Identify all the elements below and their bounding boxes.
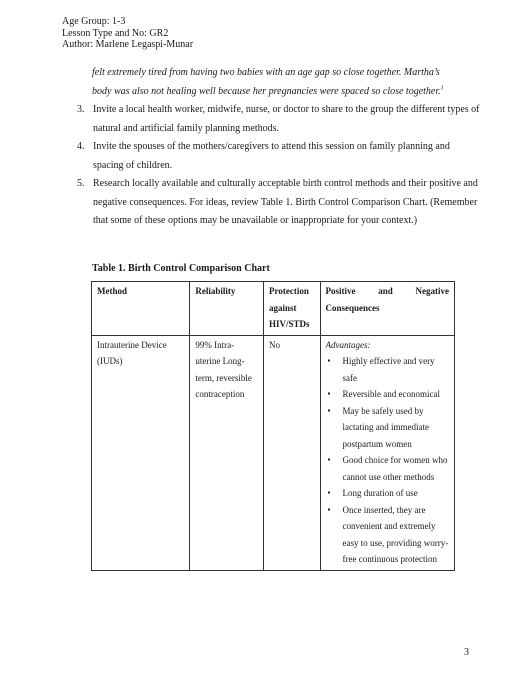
table-row (92, 335, 455, 570)
footnote-marker: 1 (440, 85, 444, 92)
header-consequences-word: and (378, 286, 393, 296)
list-number: 4. (77, 141, 85, 152)
lesson-type: Lesson Type and No: GR2 (62, 27, 169, 39)
header-consequences-word: Negative (415, 286, 449, 296)
page-number: 3 (464, 647, 469, 658)
list-text: Invite a local health worker, midwife, nurse, or doctor to share to the group the different types of natural and artificial family planning methods. (93, 104, 480, 134)
advantages-label: Advantages: (325, 339, 371, 350)
cell-method: Intrauterine Device (IUDs) (92, 335, 190, 570)
advantages-list (326, 353, 449, 568)
header-method: Method (92, 282, 190, 336)
list-item: ▪ Once inserted, they are convenient and extremely easy to use, providing worry-free continuous protection (326, 502, 449, 568)
list-number: 5. (77, 178, 85, 189)
list-item (77, 175, 482, 231)
list-text: Research locally available and culturally acceptable birth control methods and their positive and negative consequences. For ideas, review Table 1. Birth Control Comparison Chart. (Remember that some of these options may be unavailable or inappropriate for your context.) (93, 178, 478, 226)
birth-control-table (91, 281, 455, 571)
list-number: 3. (77, 104, 85, 115)
cell-consequences (320, 335, 454, 570)
list-text: Invite the spouses of the mothers/caregivers to attend this session on family planning and spacing of children. (93, 141, 450, 171)
cell-reliability: 99% Intra-uterine Long-term, reversible contraception (190, 335, 264, 570)
page-header (62, 16, 193, 51)
table-title: Table 1. Birth Control Comparison Chart (92, 263, 270, 274)
header-protection: Protection against HIV/STDs (264, 282, 320, 336)
list-item: ▪ Reversible and economical (326, 386, 449, 403)
list-item: ▪ May be safely used by lactating and immediate postpartum women (326, 403, 449, 453)
cell-protection: No (264, 335, 320, 570)
header-consequences-word: Positive (325, 286, 356, 296)
continued-line-1: felt extremely tired from having two babies with an age gap so close together. Martha’s (92, 67, 440, 78)
author: Author: Marlene Legaspi-Munar (62, 39, 194, 50)
list-item (77, 101, 482, 138)
list-item: ▪ Highly effective and very safe (326, 353, 449, 386)
age-group: Age Group: 1-3 (62, 16, 126, 27)
list-item (77, 138, 482, 175)
continued-line-2: body was also not healing well because her pregnancies were spaced so close together. (92, 85, 441, 97)
header-reliability: Reliability (190, 282, 264, 336)
header-consequences (320, 282, 454, 336)
table-header-row (92, 282, 455, 336)
header-consequences-word: Consequences (325, 302, 380, 313)
list-item: ▪ Good choice for women who cannot use other methods (326, 452, 449, 485)
continued-paragraph (92, 64, 482, 101)
list-item: ▪ Long duration of use (326, 485, 449, 502)
